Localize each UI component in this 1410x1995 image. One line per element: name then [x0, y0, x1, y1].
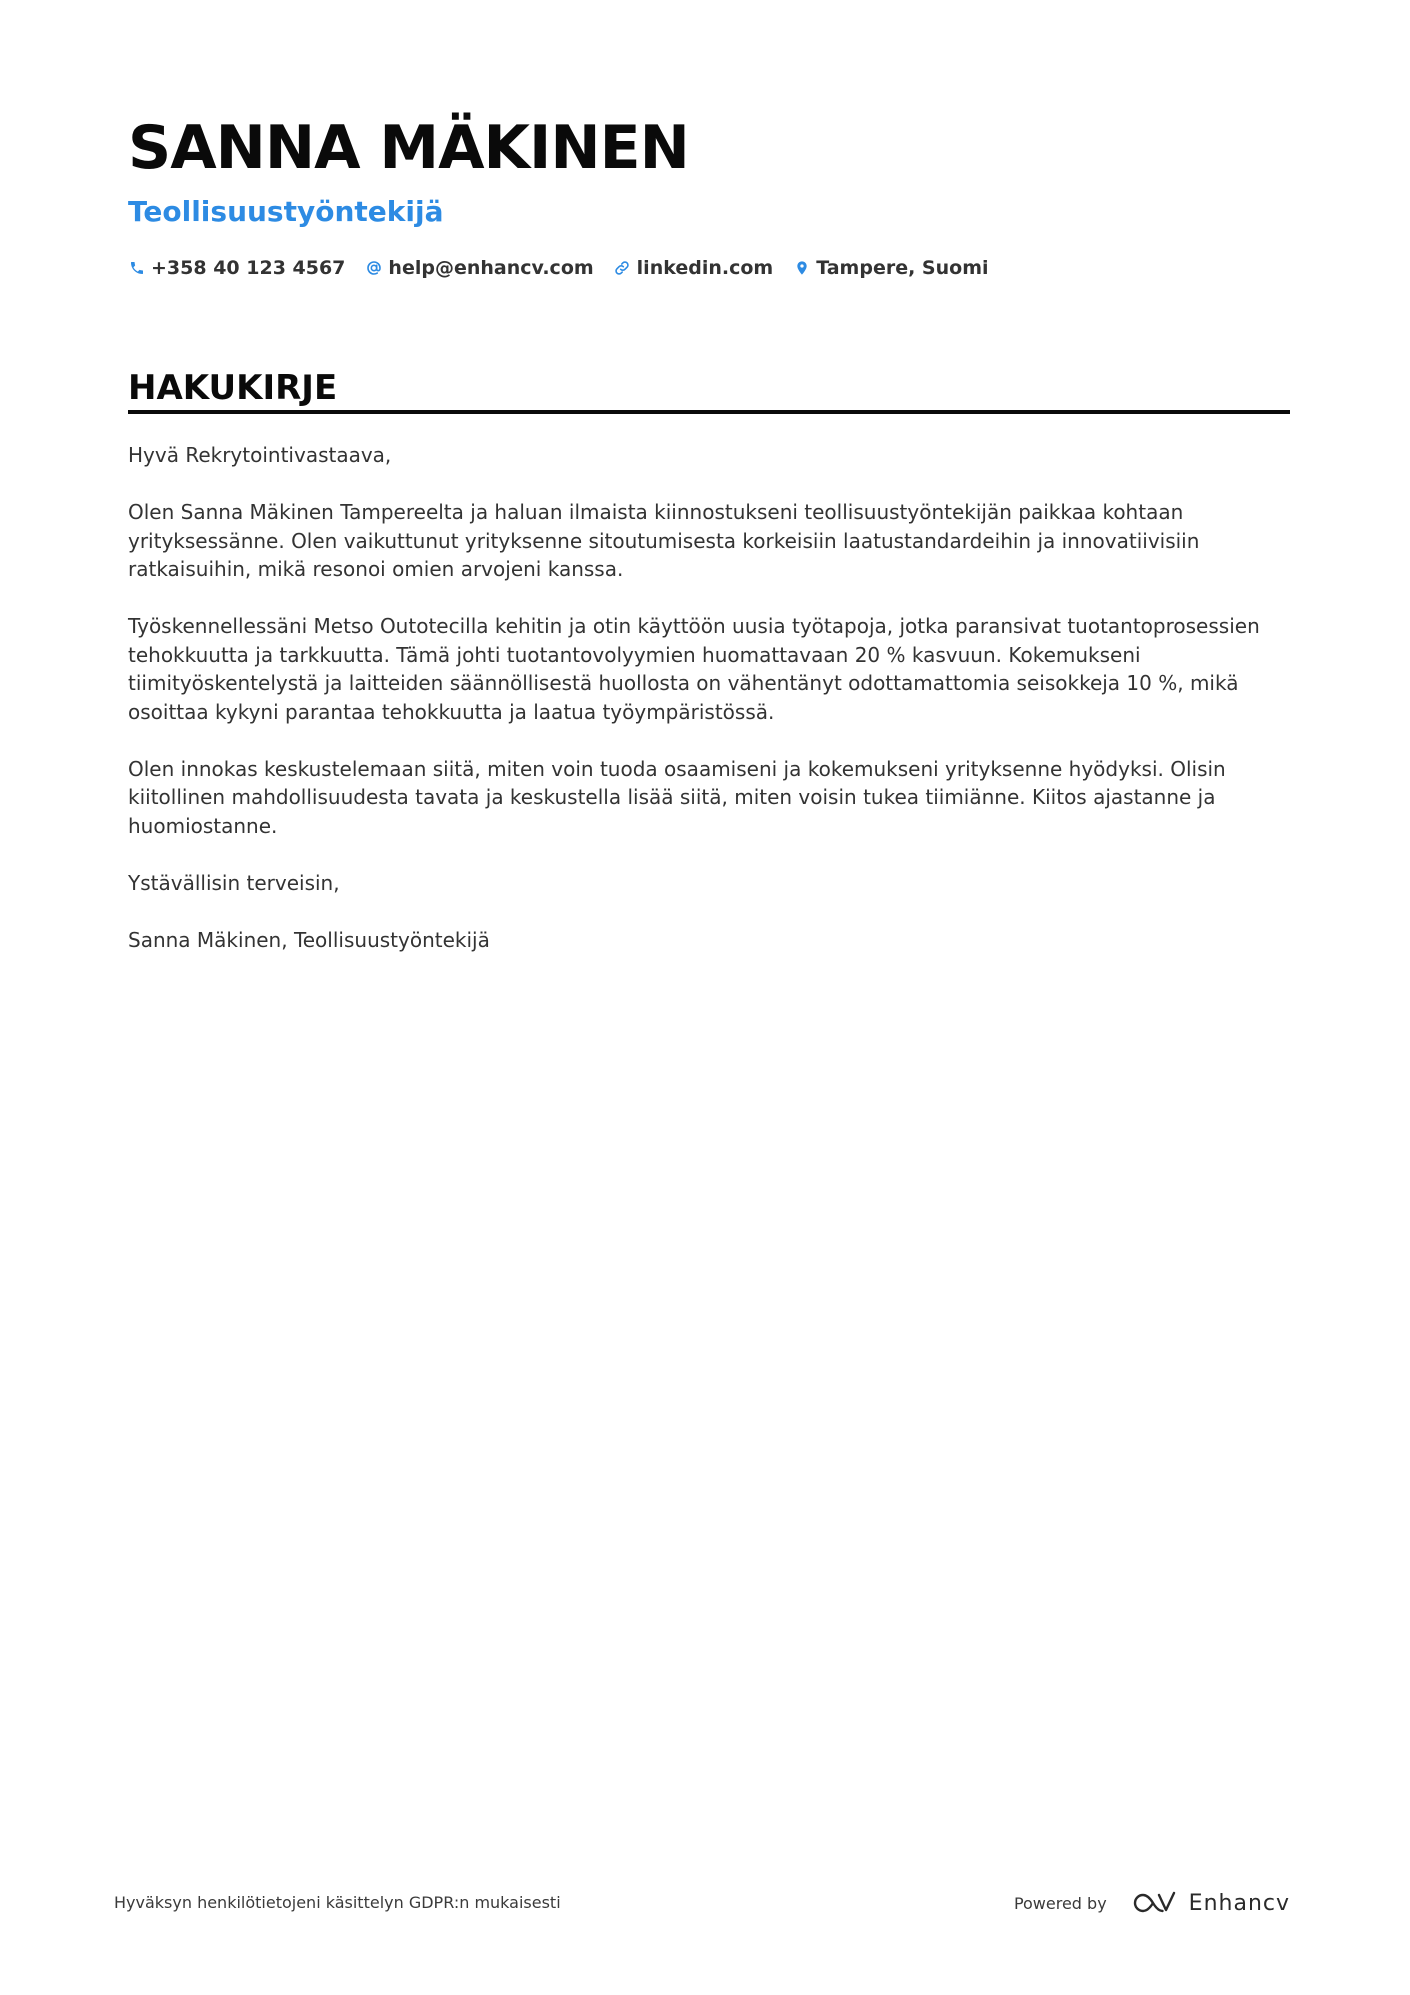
contact-phone[interactable]	[128, 257, 345, 279]
job-title: Teollisuustyöntekijä	[128, 195, 444, 228]
contact-email[interactable]	[365, 257, 593, 279]
contact-email-text: help@enhancv.com	[388, 257, 594, 279]
gdpr-consent-note: Hyväksyn henkilötietojeni käsittelyn GDPR:n mukaisesti	[114, 1893, 561, 1912]
enhancv-logo-icon	[1133, 1890, 1179, 1916]
contact-linkedin[interactable]	[614, 257, 774, 279]
contact-bar	[128, 252, 989, 284]
letter-body	[128, 441, 1290, 983]
section-divider	[128, 410, 1290, 414]
enhancv-logo	[1133, 1890, 1290, 1916]
contact-phone-text: +358 40 123 4567	[151, 257, 346, 279]
powered-by-badge[interactable]	[1014, 1886, 1290, 1920]
letter-paragraph: Olen Sanna Mäkinen Tampereelta ja haluan ilmaista kiinnostukseni teollisuustyöntekijän paikkaa kohtaan yrityksessänne. Olen vaikuttunut yrityksenne sitoutumisesta korkeisiin laatustandardeihin ja innovatiivisiin ratkaisuihin, mikä resonoi omien arvojeni kanssa.	[128, 500, 1200, 581]
letter-paragraph: Työskennellessäni Metso Outotecilla kehitin ja otin käyttöön uusia työtapoja, jotka paransivat tuotantoprosessien tehokkuutta ja tarkkuutta. Tämä johti tuotantovolyymien huomattavaan 20 % kasvuun. Kokemukseni tiimityöskentelystä ja laitteiden säännöllisestä huollosta on vähentänyt odottamattomia seisokkeja 10 %, mikä osoittaa kykyni parantaa tehokkuutta ja laatua työympäristössä.	[128, 614, 1260, 724]
contact-location-text: Tampere, Suomi	[816, 257, 989, 279]
powered-by-label: Powered by	[1013, 1893, 1107, 1913]
link-icon	[614, 260, 631, 277]
phone-icon	[128, 260, 145, 277]
letter-closing: Ystävällisin terveisin,	[128, 870, 340, 895]
at-icon	[365, 260, 382, 277]
location-pin-icon	[793, 260, 810, 277]
contact-location	[793, 257, 988, 279]
contact-linkedin-text: linkedin.com	[636, 257, 774, 279]
section-title: HAKUKIRJE	[128, 368, 338, 408]
letter-paragraph: Olen innokas keskustelemaan siitä, miten voin tuoda osaamiseni ja kokemukseni yrityksenne hyödyksi. Olisin kiitollinen mahdollisuudesta tavata ja keskustella lisää siitä, miten voisin tukea tiimiänne. Kiitos ajastanne ja huomiostanne.	[128, 756, 1226, 838]
applicant-name: SANNA MÄKINEN	[128, 113, 689, 183]
letter-signature: Sanna Mäkinen, Teollisuustyöntekijä	[128, 927, 490, 952]
letter-greeting: Hyvä Rekrytointivastaava,	[128, 443, 392, 467]
enhancv-wordmark: Enhancv	[1188, 1890, 1290, 1916]
